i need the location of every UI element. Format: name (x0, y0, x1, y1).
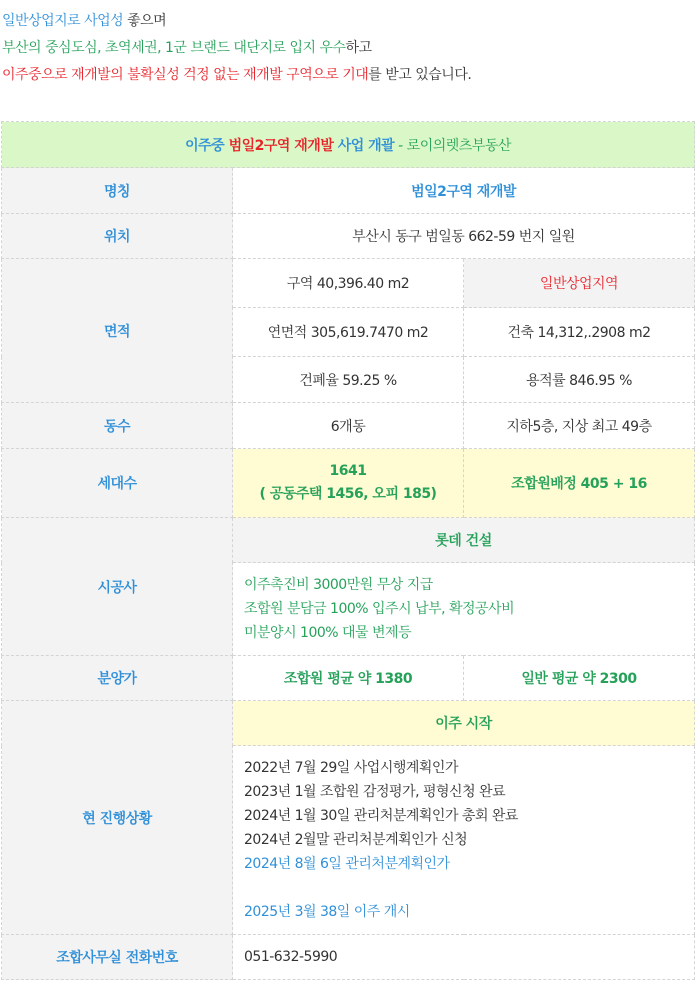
floor-area: 연면적 305,619.7470 m2 (233, 308, 464, 357)
project-name: 범일2구역 재개발 (233, 168, 695, 214)
zone-area: 구역 40,396.40 m2 (233, 259, 464, 308)
row-label-contractor: 시공사 (2, 518, 233, 656)
office-phone: 051-632-5990 (233, 935, 695, 980)
row-label-progress: 현 진행상황 (2, 701, 233, 935)
timeline-item: 2024년 2월말 관리처분계획인가 신청 (244, 832, 468, 848)
timeline-item: 2022년 7월 29일 사업시행계획인가 (244, 760, 458, 776)
intro-line-3-highlight: 이주중으로 재개발의 불확실성 걱정 없는 재개발 구역으로 기대 (2, 67, 369, 83)
table-row-location (2, 214, 695, 259)
benefit-item: 미분양시 100% 대물 변제등 (244, 625, 412, 641)
progress-timeline (233, 746, 695, 935)
project-overview-table (1, 121, 695, 980)
contractor-benefits (233, 563, 695, 656)
table-row-phone (2, 935, 695, 980)
row-label-name: 명칭 (2, 168, 233, 214)
intro-line-2 (2, 35, 692, 62)
zone-type: 일반상업지역 (464, 259, 695, 308)
household-total (233, 449, 464, 518)
household-total-number: 1641 (329, 463, 367, 479)
benefit-item: 조합원 분담금 100% 입주시 납부, 확정공사비 (244, 601, 515, 617)
intro-text (2, 8, 692, 89)
coverage-ratio: 건폐율 59.25 % (233, 357, 464, 403)
building-count: 6개동 (233, 403, 464, 449)
intro-line-2-rest: 하고 (345, 40, 372, 56)
row-label-area: 면적 (2, 259, 233, 403)
table-row-contractor-1 (2, 518, 695, 563)
general-price: 일반 평균 약 2300 (464, 656, 695, 701)
building-area: 건축 14,312,.2908 m2 (464, 308, 695, 357)
intro-line-1 (2, 8, 692, 35)
project-location: 부산시 동구 범일동 662-59 번지 일원 (233, 214, 695, 259)
table-row-name (2, 168, 695, 214)
timeline-spacer (244, 876, 688, 900)
row-label-location: 위치 (2, 214, 233, 259)
title-part-status: 이주중 (185, 137, 229, 154)
row-label-phone: 조합사무실 전화번호 (2, 935, 233, 980)
contractor-name: 롯데 건설 (233, 518, 695, 563)
table-header-row (2, 122, 695, 168)
row-label-households: 세대수 (2, 449, 233, 518)
intro-line-3 (2, 62, 692, 89)
member-price: 조합원 평균 약 1380 (233, 656, 464, 701)
row-label-buildings: 동수 (2, 403, 233, 449)
table-row-households (2, 449, 695, 518)
table-title (2, 122, 695, 168)
intro-line-3-rest: 를 받고 있습니다. (368, 67, 472, 83)
table-row-progress-1 (2, 701, 695, 746)
table-row-area-1 (2, 259, 695, 308)
intro-line-2-highlight: 부산의 중심도심, 초역세권, 1군 브랜드 대단지로 입지 우수 (2, 40, 346, 56)
member-allocation: 조합원배정 405 + 16 (464, 449, 695, 518)
intro-line-1-rest: 좋으며 (127, 13, 167, 29)
progress-status: 이주 시작 (233, 701, 695, 746)
table-row-buildings (2, 403, 695, 449)
floor-area-ratio: 용적률 846.95 % (464, 357, 695, 403)
timeline-item: 2023년 1월 조합원 감정평가, 평형신청 완료 (244, 784, 506, 800)
row-label-price: 분양가 (2, 656, 233, 701)
benefit-item: 이주촉진비 3000만원 무상 지급 (244, 577, 433, 593)
table-row-price (2, 656, 695, 701)
timeline-item-future: 2025년 3월 38일 이주 개시 (244, 904, 410, 920)
timeline-item: 2024년 1월 30일 관리처분계획인가 총회 완료 (244, 808, 518, 824)
title-part-project: 범일2구역 재개발 (228, 137, 338, 154)
timeline-item-highlight: 2024년 8월 6일 관리처분계획인가 (244, 856, 450, 872)
title-part-source: - 로이의렛츠부동산 (394, 137, 511, 154)
building-floors: 지하5층, 지상 최고 49층 (464, 403, 695, 449)
household-detail: ( 공동주택 1456, 오피 185) (259, 486, 437, 502)
intro-line-1-highlight: 일반상업지로 사업성 (2, 13, 128, 29)
title-part-overview: 사업 개괄 (337, 137, 395, 154)
